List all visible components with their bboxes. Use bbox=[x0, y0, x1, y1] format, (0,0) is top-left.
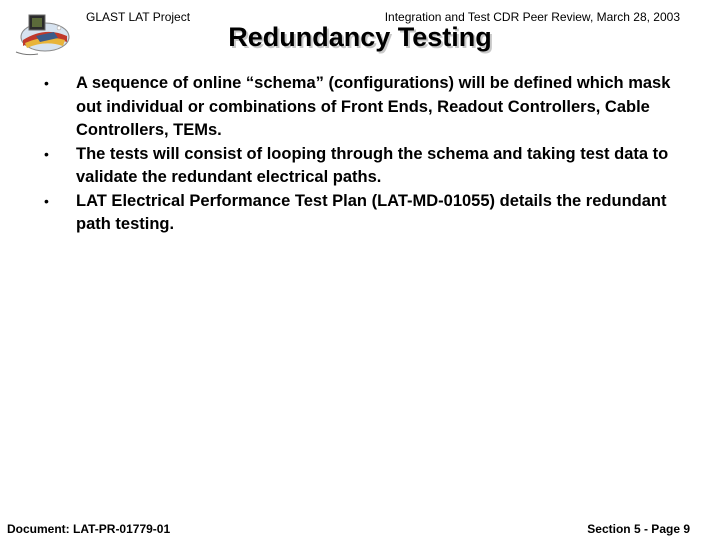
bullet-text: LAT Electrical Performance Test Plan (LAT-MD-01055) details the redundant path testing. bbox=[76, 191, 667, 233]
review-name: Integration and Test CDR Peer Review, March 28, 2003 bbox=[384, 10, 680, 24]
slide-title: Redundancy Testing bbox=[228, 22, 492, 52]
project-name: GLAST LAT Project bbox=[86, 10, 191, 24]
bullet-marker: • bbox=[44, 75, 49, 91]
bullet-marker: • bbox=[44, 145, 49, 162]
bullet-marker: • bbox=[44, 192, 49, 209]
bullet-item bbox=[44, 143, 694, 190]
bullet-item bbox=[44, 190, 694, 237]
page-number: Section 5 - Page 9 bbox=[587, 522, 690, 536]
document-id: Document: LAT-PR-01779-01 bbox=[7, 522, 171, 536]
bullet-text: The tests will consist of looping through the schema and taking test data to validate the redundant electrical paths. bbox=[76, 144, 669, 186]
bullet-text: A sequence of online “schema” (configurations) will be defined which mask out individual or combinations of Front Ends, Readout Controllers, Cable Controllers, TEMs. bbox=[76, 74, 671, 139]
bullet-item bbox=[44, 72, 694, 143]
bullet-list bbox=[44, 72, 694, 237]
